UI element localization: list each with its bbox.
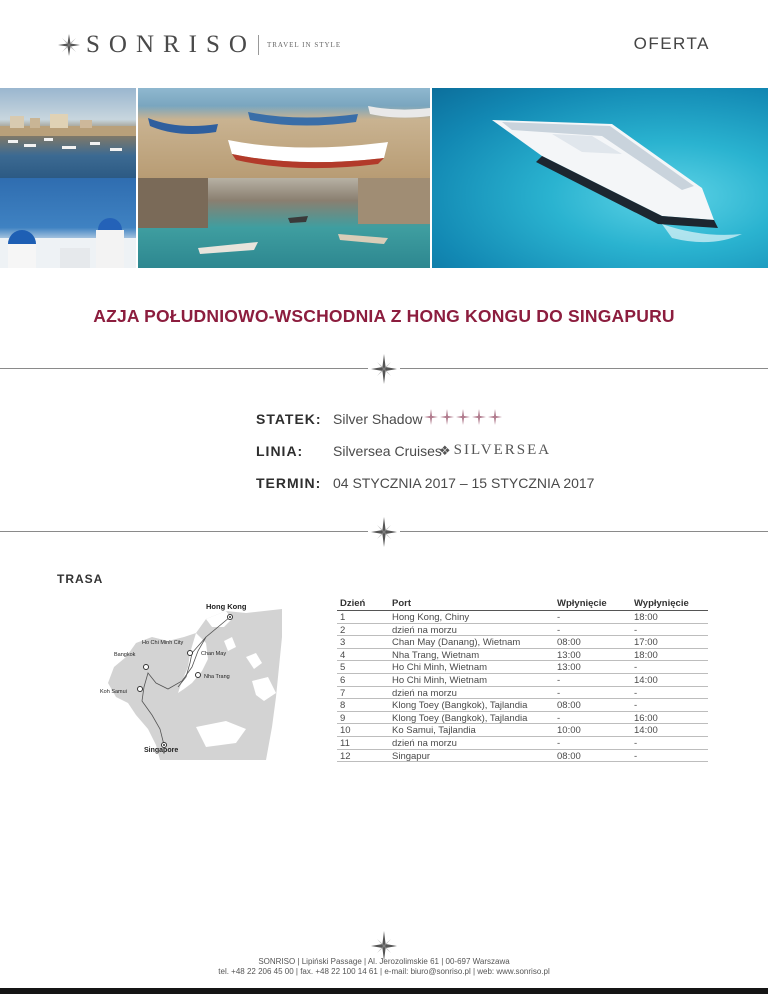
map-label-koh-samui: Koh Samui: [100, 689, 127, 695]
silversea-wordmark: SILVERSEA: [453, 442, 552, 458]
brand-name: SONRISO: [86, 31, 256, 58]
cell-arrival: 13:00: [557, 662, 581, 674]
cell-arrival: -: [557, 712, 561, 724]
cell-arrival: -: [557, 687, 561, 699]
cell-departure: -: [634, 700, 638, 712]
star-rating-icon: [488, 409, 502, 425]
section-divider: [0, 517, 768, 547]
itinerary-table: [337, 597, 708, 762]
compass-star-icon: [371, 354, 397, 384]
route-map: [56, 597, 282, 760]
cell-port: Hong Kong, Chiny: [392, 612, 470, 623]
cell-port: Chan May (Danang), Wietnam: [392, 637, 521, 649]
bottom-bar: [0, 988, 768, 994]
map-label-ho-chi-minh: Ho Chi Minh City: [142, 640, 184, 646]
brand-tagline: TRAVEL IN STYLE: [266, 41, 342, 49]
sonriso-logo: [58, 30, 341, 60]
route-heading: TRASA: [57, 572, 104, 586]
cell-port: Singapur: [392, 750, 431, 762]
cell-port: Ho Chi Minh, Wietnam: [392, 674, 488, 686]
harbor-photo: [0, 88, 136, 178]
col-header-departure: Wypłynięcie: [634, 598, 689, 609]
cell-departure: 16:00: [634, 712, 658, 724]
cell-port: Klong Toey (Bangkok), Tajlandia: [392, 712, 528, 724]
col-header-port: Port: [392, 598, 411, 609]
table-row: [337, 687, 708, 700]
logo-separator: [258, 35, 259, 55]
hero-collage: [0, 88, 768, 268]
cell-day: 12: [340, 750, 351, 762]
cruise-ship-photo: [432, 88, 768, 268]
table-row: [337, 750, 708, 763]
cell-departure: 17:00: [634, 637, 658, 649]
cell-day: 2: [340, 624, 346, 636]
cell-departure: -: [634, 750, 638, 762]
cell-port: dzień na morzu: [392, 687, 457, 699]
table-row: [337, 712, 708, 725]
cell-arrival: 13:00: [557, 649, 581, 661]
section-divider: [0, 354, 768, 384]
footer-contact: [0, 957, 768, 977]
cell-port: Ho Chi Minh, Wietnam: [392, 662, 488, 674]
cell-port: Ko Samui, Tajlandia: [392, 725, 476, 737]
document-type: OFERTA: [633, 34, 710, 53]
cell-day: 5: [340, 662, 346, 674]
cell-port: dzień na morzu: [392, 624, 457, 636]
term-label: TERMIN:: [256, 475, 322, 491]
cell-port: Klong Toey (Bangkok), Tajlandia: [392, 700, 528, 712]
cell-day: 10: [340, 725, 351, 737]
star-rating-icon: [456, 409, 470, 425]
table-header-row: [337, 597, 708, 611]
term-value: 04 STYCZNIA 2017 – 15 STYCZNIA 2017: [333, 475, 595, 491]
table-row: [337, 624, 708, 637]
beach-boats-photo: [138, 88, 430, 178]
compass-star-icon: [371, 517, 397, 547]
cell-departure: -: [634, 737, 638, 749]
table-row: [337, 737, 708, 750]
cell-day: 8: [340, 700, 346, 712]
cell-departure: 14:00: [634, 674, 658, 686]
ship-value: Silver Shadow: [333, 411, 423, 427]
line-value: Silversea Cruises: [333, 443, 442, 459]
line-label: LINIA:: [256, 443, 304, 459]
table-row: [337, 611, 708, 624]
cell-day: 7: [340, 687, 346, 699]
compass-star-icon: [58, 34, 80, 56]
cell-arrival: -: [557, 674, 561, 686]
silversea-logo: [439, 442, 551, 459]
cell-arrival: -: [557, 624, 561, 636]
cell-arrival: 08:00: [557, 637, 581, 649]
cell-arrival: -: [557, 737, 561, 749]
silversea-emblem-icon: ❖: [439, 442, 451, 458]
footer-address: SONRISO | Lipiński Passage | Al. Jerozolimskie 61 | 00-697 Warszawa: [258, 957, 510, 966]
cell-day: 1: [340, 612, 346, 623]
col-header-arrival: Wpłynięcie: [557, 598, 607, 609]
cell-day: 6: [340, 674, 346, 686]
cell-departure: -: [634, 662, 638, 674]
star-rating-icon: [472, 409, 486, 425]
table-row: [337, 699, 708, 712]
table-row: [337, 649, 708, 662]
cell-departure: 18:00: [634, 649, 658, 661]
map-label-singapore: Singapore: [144, 747, 179, 754]
cell-arrival: 08:00: [557, 750, 581, 762]
ship-rating: [424, 409, 502, 425]
table-row: [337, 674, 708, 687]
cell-arrival: -: [557, 612, 561, 623]
cell-departure: 18:00: [634, 612, 658, 623]
map-label-hong-kong: Hong Kong: [206, 602, 247, 611]
cell-day: 11: [340, 737, 350, 749]
cell-departure: 14:00: [634, 725, 658, 737]
santorini-photo: [0, 178, 136, 268]
cell-day: 4: [340, 649, 346, 661]
cell-port: dzień na morzu: [392, 737, 457, 749]
cell-departure: -: [634, 687, 638, 699]
table-row: [337, 724, 708, 737]
cell-arrival: 10:00: [557, 725, 581, 737]
ship-label: STATEK:: [256, 411, 322, 427]
cell-arrival: 08:00: [557, 700, 581, 712]
map-label-nha-trang: Nha Trang: [204, 674, 230, 680]
footer-contacts: tel. +48 22 206 45 00 | fax. +48 22 100 14 61 | e-mail: biuro@sonriso.pl | web: www.sonriso.pl: [218, 967, 550, 976]
map-label-bangkok: Bangkok: [114, 652, 136, 658]
col-header-day: Dzień: [340, 598, 366, 609]
offer-title: AZJA POŁUDNIOWO-WSCHODNIA Z HONG KONGU DO SINGAPURU: [93, 306, 675, 326]
star-rating-icon: [424, 409, 438, 425]
table-row: [337, 661, 708, 674]
page-header: [0, 0, 768, 88]
cell-port: Nha Trang, Wietnam: [392, 649, 480, 661]
venice-canal-photo: [138, 178, 430, 268]
cell-departure: -: [634, 624, 638, 636]
cell-day: 9: [340, 712, 346, 724]
cell-day: 3: [340, 637, 346, 649]
map-label-chan-may: Chan May: [201, 651, 227, 657]
table-row: [337, 636, 708, 649]
star-rating-icon: [440, 409, 454, 425]
